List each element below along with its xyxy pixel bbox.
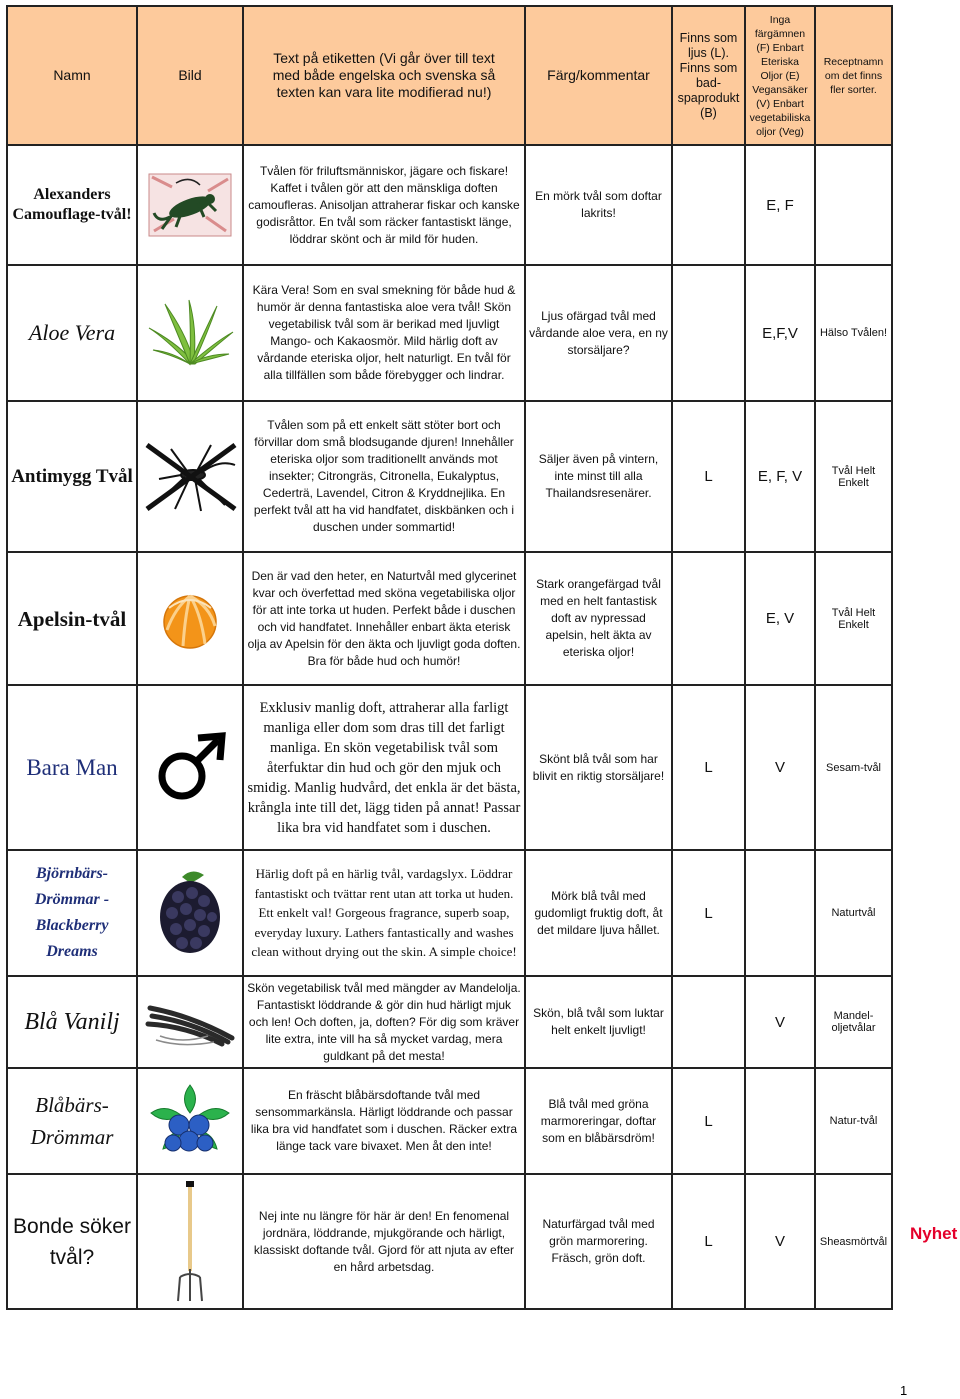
male-symbol-icon <box>150 732 230 804</box>
orange-image <box>155 586 225 652</box>
product-image <box>137 685 243 850</box>
product-image <box>137 265 243 401</box>
header-image: Bild <box>137 6 243 145</box>
crossed-mosquito-image <box>141 439 241 515</box>
header-label-text: Text på etiketten (Vi går över till text med både engelska och svenska så texten kan vara lite modifierad nu!) <box>243 6 525 145</box>
product-label-text: Nej inte nu längre för här är den! En fenomenal jordnära, löddrande, mjukgörande och härligt, klassiskt doftande tvål. Gjord för att njuta av efter en hård arbetsdag. <box>243 1174 525 1309</box>
product-availability <box>672 265 745 401</box>
header-recipe: Receptnamn om det finns fler sorter. <box>815 6 892 145</box>
blackberry-image <box>152 867 228 959</box>
product-contents: V <box>745 976 815 1068</box>
product-label-text: Härlig doft på en härlig tvål, vardagslyx. Löddrar fantastiskt och tvättar rent utan att torka ut huden. Ett enkelt val! Gorgeous fragrance, superb soap, everyday luxury. Lathers fantastically and washes clean without drying out the skin. A simple choice! <box>243 850 525 976</box>
product-name: Antimygg Tvål <box>7 401 137 552</box>
product-availability <box>672 976 745 1068</box>
table-row <box>7 145 892 265</box>
header-availability: Finns som ljus (L). Finns som bad-spaprodukt (B) <box>672 6 745 145</box>
product-recipe <box>815 145 892 265</box>
camouflage-lizard-image <box>148 173 232 237</box>
product-image <box>137 1068 243 1174</box>
product-color-comment: Skönt blå tvål som har blivit en riktig storsäljare! <box>525 685 672 850</box>
product-image <box>137 401 243 552</box>
product-contents: E, F, V <box>745 401 815 552</box>
product-color-comment: Ljus ofärgad tvål med vårdande aloe vera, en ny storsäljare? <box>525 265 672 401</box>
page-number: 1 <box>900 1383 908 1398</box>
header-row <box>7 6 892 145</box>
product-color-comment: En mörk tvål som doftar lakrits! <box>525 145 672 265</box>
product-availability <box>672 145 745 265</box>
table-row <box>7 552 892 685</box>
product-availability: L <box>672 850 745 976</box>
product-image <box>137 976 243 1068</box>
header-color-comment: Färg/kommentar <box>525 6 672 145</box>
product-label-text: En fräscht blåbärsdoftande tvål med sensommarkänsla. Härligt löddrande och passar lika bra vid handfatet som i duschen. Räcker extra länge tack vare bivaxet. Men åt den inte! <box>243 1068 525 1174</box>
product-recipe: Sheasmörtvål <box>815 1174 892 1309</box>
product-contents <box>745 850 815 976</box>
product-recipe: Mandel-oljetvålar <box>815 976 892 1068</box>
aloe-vera-plant-image <box>145 298 235 368</box>
product-label-text: Skön vegetabilisk tvål med mängder av Mandelolja. Fantastiskt löddrande & gör din hud härligt mjuk och len! Och doften, ja, doften? För dig som kräver lite extra, inte vill ha så mycket vardag, mera guldkant på det mesta! <box>243 976 525 1068</box>
product-label-text: Tvålen som på ett enkelt sätt stöter bort och förvillar dom små blodsugande djuren! Innehåller eteriska oljor som traditionellt används mot insekter; Citrongräs, Citronella, Eukalyptus, Cederträ, Lavendel, Citron & Kryddnejlika. En perfekt tvål att ha vid handfatet, diskbänken och i duschen under sommartid! <box>243 401 525 552</box>
product-contents: E,F,V <box>745 265 815 401</box>
vanilla-pods-image <box>142 996 238 1048</box>
pitchfork-image <box>170 1179 210 1305</box>
product-label-text: Exklusiv manlig doft, attraherar alla farligt manliga eller dom som dras till det farligt manliga. En skön vegetabilisk tvål som återfuktar din hud och gör den mjuk och smidig. Manlig hudvård, det enkla är det bästa, krångla inte till det, lägg tiden på annat! Passar lika bra vid handfatet som i duschen. <box>243 685 525 850</box>
product-recipe: Natur-tvål <box>815 1068 892 1174</box>
table-row <box>7 850 892 976</box>
product-recipe: Hälso Tvålen! <box>815 265 892 401</box>
product-image <box>137 145 243 265</box>
product-name: Alexanders Camouflage-tvål! <box>7 145 137 265</box>
product-color-comment: Skön, blå tvål som luktar helt enkelt ljuvligt! <box>525 976 672 1068</box>
product-label-text: Den är vad den heter, en Naturtvål med glycerinet kvar och överfettad med sköna vegetabiliska oljor för att inte torka ut huden. Perfekt både i duschen och vid handfatet. Innehåller enbart äkta eterisk olja av Apelsin för den äkta och ljuvligt goda doften. Bra för både hud och humör! <box>243 552 525 685</box>
table-row <box>7 265 892 401</box>
product-color-comment: Blå tvål med gröna marmoreringar, doftar som en blåbärsdröm! <box>525 1068 672 1174</box>
product-name: Björnbärs-Drömmar - Blackberry Dreams <box>7 850 137 976</box>
product-recipe: Sesam-tvål <box>815 685 892 850</box>
product-name: Bara Man <box>7 685 137 850</box>
product-image <box>137 552 243 685</box>
table-row <box>7 1068 892 1174</box>
table-row <box>7 976 892 1068</box>
product-name: Blå Vanilj <box>7 976 137 1068</box>
product-color-comment: Mörk blå tvål med gudomligt fruktig doft, åt det mildare ljuva hållet. <box>525 850 672 976</box>
header-name: Namn <box>7 6 137 145</box>
soap-product-table <box>6 5 893 1310</box>
product-availability: L <box>672 1068 745 1174</box>
new-badge: Nyhet <box>910 1224 958 1243</box>
table-row <box>7 1174 892 1309</box>
product-availability <box>672 552 745 685</box>
product-label-text: Kära Vera! Som en sval smekning för både hud & humör är denna fantastiska aloe vera tvål! Skön vegetabilisk tvål som är berikad med ljuvligt Mango- och Kakaosmör. Mild härlig doft av vårdande eteriska oljor, helt naturligt. En tvål för alla tillfällen som både förebygger och lindrar. <box>243 265 525 401</box>
product-color-comment: Säljer även på vintern, inte minst till alla Thailandsresenärer. <box>525 401 672 552</box>
product-label-text: Tvålen för friluftsmänniskor, jägare och fiskare! Kaffet i tvålen gör att den mänskliga doften camoufleras. Anisoljan attraherar fiskar och kanske godisråttor. En tvål som räcker fantastiskt länge, löddrar skönt och är mild för huden. <box>243 145 525 265</box>
product-image <box>137 1174 243 1309</box>
product-contents: V <box>745 1174 815 1309</box>
product-color-comment: Naturfärgad tvål med grön marmorering. Fräsch, grön doft. <box>525 1174 672 1309</box>
product-name: Apelsin-tvål <box>7 552 137 685</box>
blueberries-image <box>145 1079 235 1163</box>
product-contents: V <box>745 685 815 850</box>
product-availability: L <box>672 685 745 850</box>
product-name: Blåbärs-Drömmar <box>7 1068 137 1174</box>
product-availability: L <box>672 1174 745 1309</box>
product-color-comment: Stark orangefärgad tvål med en helt fantastisk doft av nypressad apelsin, helt äkta av eteriska oljor! <box>525 552 672 685</box>
product-name: Bonde söker tvål? <box>7 1174 137 1309</box>
product-image <box>137 850 243 976</box>
product-availability: L <box>672 401 745 552</box>
product-contents: E, F <box>745 145 815 265</box>
table-row <box>7 685 892 850</box>
product-contents <box>745 1068 815 1174</box>
header-contents: Inga färgämnen (F) Enbart Eteriska Oljor (E) Vegansäker (V) Enbart vegetabiliska oljor (Veg) <box>745 6 815 145</box>
product-recipe: Tvål Helt Enkelt <box>815 552 892 685</box>
product-recipe: Tvål Helt Enkelt <box>815 401 892 552</box>
product-name: Aloe Vera <box>7 265 137 401</box>
product-recipe: Naturtvål <box>815 850 892 976</box>
table-row <box>7 401 892 552</box>
product-contents: E, V <box>745 552 815 685</box>
